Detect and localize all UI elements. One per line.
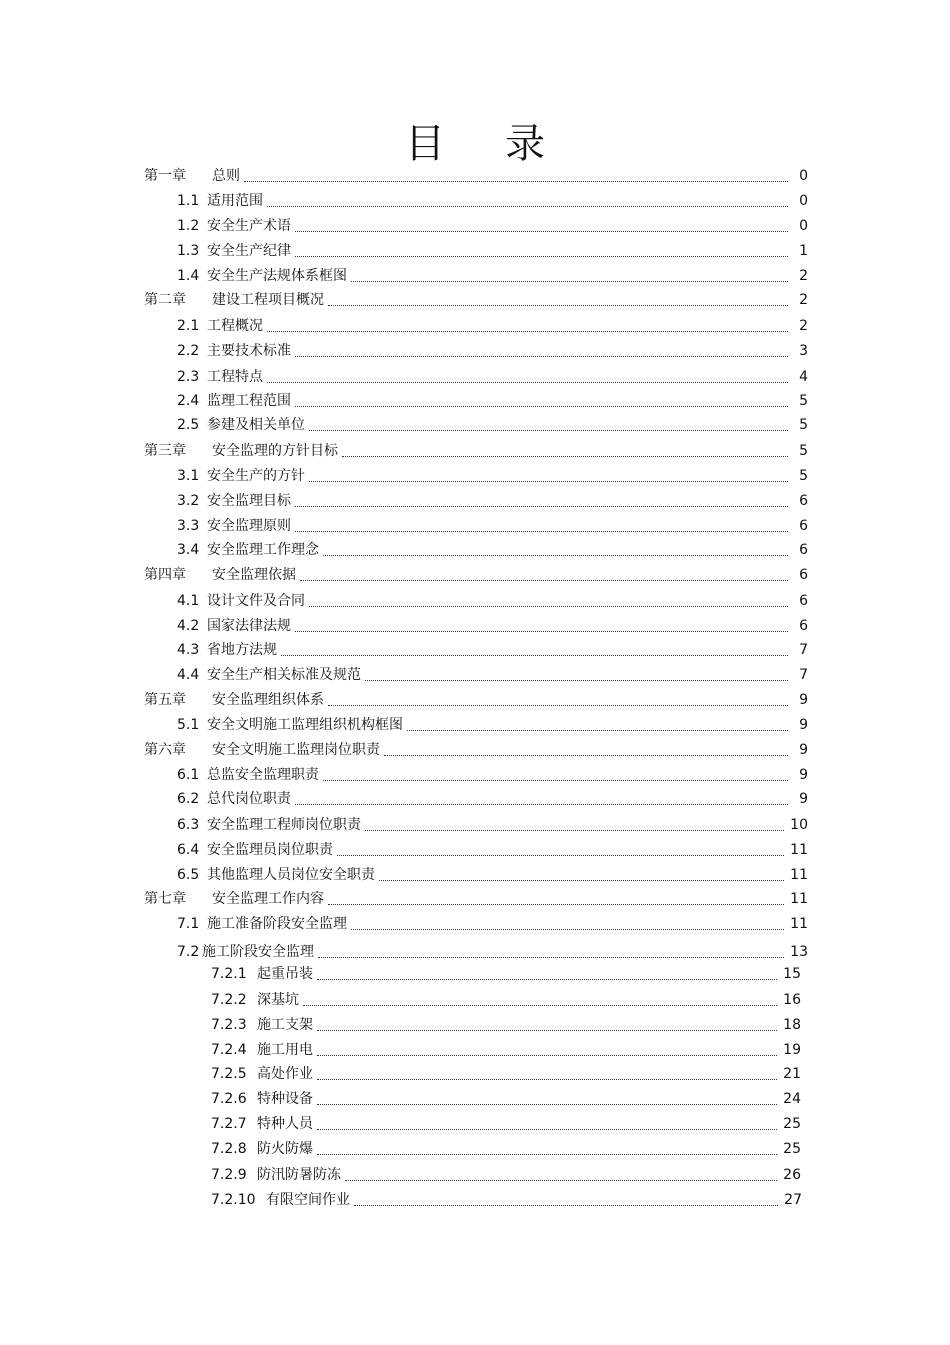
toc-entry[interactable]: [177, 788, 808, 810]
toc-entry[interactable]: [211, 1014, 801, 1036]
toc-entry-page: 1: [799, 243, 808, 259]
toc-entry-page: 9: [799, 717, 808, 733]
toc-entry-page: 11: [790, 916, 808, 932]
toc-leader-dots: [323, 539, 788, 561]
toc-entry-page: 6: [799, 593, 808, 609]
toc-entry[interactable]: [211, 1189, 802, 1211]
toc-entry-number: 2.4: [177, 393, 200, 409]
toc-entry-number: 第三章: [144, 443, 186, 459]
toc-entry[interactable]: [144, 165, 808, 187]
toc-entry-page: 18: [783, 1017, 801, 1033]
toc-entry-page: 7: [799, 642, 808, 658]
toc-entry-title: 安全生产术语: [207, 218, 291, 234]
toc-leader-dots: [365, 664, 788, 686]
toc-entry[interactable]: [211, 989, 801, 1011]
toc-leader-dots: [244, 165, 788, 187]
toc-entry[interactable]: [177, 539, 808, 561]
toc-entry-number: 6.1: [177, 767, 200, 783]
toc-entry-number: 3.3: [177, 518, 200, 534]
toc-entry-title: 安全监理目标: [207, 493, 291, 509]
toc-leader-dots: [295, 788, 788, 810]
toc-entry-page: 9: [799, 692, 808, 708]
toc-entry-title: 特种设备: [257, 1091, 313, 1107]
toc-entry[interactable]: [177, 366, 808, 388]
toc-entry-page: 5: [799, 468, 808, 484]
toc-leader-dots: [328, 888, 784, 910]
toc-entry[interactable]: [177, 664, 808, 686]
toc-entry-page: 5: [799, 417, 808, 433]
toc-entry-page: 19: [783, 1042, 801, 1058]
toc-entry-title: 高处作业: [257, 1066, 313, 1082]
toc-entry-title: 主要技术标准: [207, 343, 291, 359]
toc-leader-dots: [309, 414, 788, 436]
page-title-char-1: 目: [405, 121, 445, 167]
toc-entry-title: 施工用电: [257, 1042, 313, 1058]
toc-entry[interactable]: [211, 963, 801, 985]
toc-entry[interactable]: [177, 864, 808, 886]
toc-entry-title: 其他监理人员岗位安全职责: [207, 867, 375, 883]
toc-entry-number: 6.4: [177, 842, 200, 858]
toc-entry-title: 安全监理工作内容: [212, 891, 324, 907]
toc-entry[interactable]: [177, 839, 808, 861]
toc-leader-dots: [351, 265, 788, 287]
toc-entry-title: 安全生产相关标准及规范: [207, 667, 361, 683]
toc-entry-number: 7.2.8: [211, 1141, 247, 1157]
toc-entry-title: 工程概况: [207, 318, 263, 334]
toc-entry-number: 6.5: [177, 867, 200, 883]
toc-entry-title: 省地方法规: [207, 642, 277, 658]
toc-entry[interactable]: [144, 564, 808, 586]
toc-entry-number: 7.2: [177, 944, 200, 960]
toc-leader-dots: [328, 289, 788, 311]
toc-entry-title: 总则: [212, 168, 240, 184]
toc-entry[interactable]: [144, 888, 808, 910]
toc-entry-number: 第六章: [144, 742, 186, 758]
toc-entry-number: 第一章: [144, 168, 186, 184]
toc-entry-title: 参建及相关单位: [207, 417, 305, 433]
toc-entry-number: 7.2.10: [211, 1192, 256, 1208]
toc-entry-page: 11: [790, 891, 808, 907]
toc-entry-page: 6: [799, 567, 808, 583]
toc-entry-number: 7.2.6: [211, 1091, 247, 1107]
toc-entry-number: 2.2: [177, 343, 200, 359]
toc-entry-page: 2: [799, 292, 808, 308]
toc-entry-title: 安全生产的方针: [207, 468, 305, 484]
toc-entry[interactable]: [177, 714, 808, 736]
toc-entry-page: 2: [799, 268, 808, 284]
toc-leader-dots: [407, 714, 788, 736]
toc-entry-title: 国家法律法规: [207, 618, 291, 634]
toc-entry-title: 安全监理工程师岗位职责: [207, 817, 361, 833]
toc-entry-page: 9: [799, 767, 808, 783]
toc-entry-number: 第七章: [144, 891, 186, 907]
toc-entry-number: 6.2: [177, 791, 200, 807]
toc-entry-number: 1.3: [177, 243, 200, 259]
toc-entry[interactable]: [211, 1113, 801, 1135]
toc-leader-dots: [300, 564, 788, 586]
toc-entry-number: 7.2.1: [211, 966, 247, 982]
toc-entry-title: 施工支架: [257, 1017, 313, 1033]
toc-entry-title: 特种人员: [257, 1116, 313, 1132]
toc-leader-dots: [281, 639, 788, 661]
toc-entry-title: 安全文明施工监理岗位职责: [212, 742, 380, 758]
toc-entry[interactable]: [211, 1063, 801, 1085]
toc-entry-page: 2: [799, 318, 808, 334]
toc-leader-dots: [317, 1039, 777, 1061]
toc-entry[interactable]: [177, 240, 808, 262]
page-title-char-2: 录: [505, 121, 545, 167]
toc-entry-title: 安全监理的方针目标: [212, 443, 338, 459]
toc-entry-number: 7.1: [177, 916, 200, 932]
toc-leader-dots: [267, 315, 788, 337]
toc-leader-dots: [267, 366, 788, 388]
toc-entry-page: 21: [783, 1066, 801, 1082]
toc-leader-dots: [318, 941, 784, 963]
toc-leader-dots: [345, 1164, 777, 1186]
toc-entry-page: 13: [790, 944, 808, 960]
toc-leader-dots: [317, 1138, 777, 1160]
toc-entry-number: 2.5: [177, 417, 200, 433]
toc-entry-number: 4.2: [177, 618, 200, 634]
toc-leader-dots: [309, 465, 788, 487]
toc-entry-title: 安全监理原则: [207, 518, 291, 534]
toc-leader-dots: [309, 590, 788, 612]
toc-leader-dots: [317, 1113, 777, 1135]
toc-entry-title: 安全监理依据: [212, 567, 296, 583]
toc-entry-number: 7.2.4: [211, 1042, 247, 1058]
toc-leader-dots: [365, 814, 784, 836]
toc-entry-page: 0: [799, 218, 808, 234]
toc-leader-dots: [328, 689, 788, 711]
toc-entry-title: 监理工程范围: [207, 393, 291, 409]
toc-leader-dots: [379, 864, 784, 886]
toc-entry-number: 7.2.5: [211, 1066, 247, 1082]
toc-entry-page: 3: [799, 343, 808, 359]
toc-leader-dots: [317, 1063, 777, 1085]
toc-entry-number: 2.3: [177, 369, 200, 385]
toc-entry-page: 6: [799, 493, 808, 509]
toc-entry-title: 建设工程项目概况: [212, 292, 324, 308]
toc-entry-number: 3.4: [177, 542, 200, 558]
toc-entry-title: 总代岗位职责: [207, 791, 291, 807]
toc-leader-dots: [317, 1088, 777, 1110]
toc-entry-number: 3.1: [177, 468, 200, 484]
toc-leader-dots: [267, 190, 788, 212]
toc-entry[interactable]: [177, 515, 808, 537]
toc-leader-dots: [295, 515, 788, 537]
toc-entry[interactable]: [177, 190, 808, 212]
toc-entry-page: 9: [799, 742, 808, 758]
toc-entry-title: 总监安全监理职责: [207, 767, 319, 783]
toc-entry-number: 1.4: [177, 268, 200, 284]
toc-entry[interactable]: [177, 390, 808, 412]
toc-entry[interactable]: [177, 941, 808, 963]
toc-leader-dots: [342, 440, 788, 462]
toc-entry-page: 6: [799, 518, 808, 534]
toc-entry[interactable]: [177, 764, 808, 786]
toc-entry-page: 6: [799, 618, 808, 634]
toc-entry[interactable]: [177, 590, 808, 612]
toc-entry-title: 安全监理工作理念: [207, 542, 319, 558]
toc-entry-title: 施工阶段安全监理: [202, 944, 314, 960]
toc-leader-dots: [295, 490, 788, 512]
toc-entry-title: 防火防爆: [257, 1141, 313, 1157]
toc-entry-page: 15: [783, 966, 801, 982]
toc-entry-page: 27: [784, 1192, 802, 1208]
toc-entry-title: 适用范围: [207, 193, 263, 209]
toc-entry[interactable]: [144, 289, 808, 311]
toc-leader-dots: [337, 839, 784, 861]
toc-leader-dots: [323, 764, 788, 786]
toc-entry[interactable]: [144, 440, 808, 462]
toc-entry-title: 安全生产法规体系框图: [207, 268, 347, 284]
toc-entry[interactable]: [211, 1164, 801, 1186]
toc-leader-dots: [317, 963, 777, 985]
toc-entry-number: 4.4: [177, 667, 200, 683]
toc-entry-page: 25: [783, 1116, 801, 1132]
toc-entry-title: 安全监理员岗位职责: [207, 842, 333, 858]
toc-entry-title: 设计文件及合同: [207, 593, 305, 609]
toc-entry-page: 10: [790, 817, 808, 833]
toc-entry-number: 7.2.3: [211, 1017, 247, 1033]
toc-entry-page: 4: [799, 369, 808, 385]
toc-leader-dots: [303, 989, 777, 1011]
toc-entry[interactable]: [177, 265, 808, 287]
toc-entry-page: 9: [799, 791, 808, 807]
toc-entry[interactable]: [177, 490, 808, 512]
toc-leader-dots: [295, 215, 788, 237]
toc-entry-page: 5: [799, 443, 808, 459]
toc-entry-page: 24: [783, 1091, 801, 1107]
toc-entry-page: 5: [799, 393, 808, 409]
toc-leader-dots: [354, 1189, 778, 1211]
toc-entry-page: 0: [799, 193, 808, 209]
toc-entry-number: 1.2: [177, 218, 200, 234]
toc-entry-number: 4.1: [177, 593, 200, 609]
toc-entry-page: 7: [799, 667, 808, 683]
toc-entry[interactable]: [211, 1138, 801, 1160]
toc-leader-dots: [295, 390, 788, 412]
toc-leader-dots: [295, 240, 788, 262]
toc-entry-number: 第四章: [144, 567, 186, 583]
toc-entry-title: 安全文明施工监理组织机构框图: [207, 717, 403, 733]
toc-entry-number: 3.2: [177, 493, 200, 509]
toc-entry[interactable]: [177, 814, 808, 836]
toc-entry[interactable]: [177, 414, 808, 436]
toc-entry-title: 有限空间作业: [266, 1192, 350, 1208]
toc-entry-title: 安全监理组织体系: [212, 692, 324, 708]
toc-entry-number: 第五章: [144, 692, 186, 708]
toc-entry-page: 11: [790, 867, 808, 883]
toc-leader-dots: [351, 913, 784, 935]
toc-entry[interactable]: [177, 215, 808, 237]
toc-entry-page: 0: [799, 168, 808, 184]
toc-entry-number: 5.1: [177, 717, 200, 733]
toc-entry-title: 防汛防暑防冻: [257, 1167, 341, 1183]
toc-entry[interactable]: [144, 739, 808, 761]
toc-entry[interactable]: [177, 639, 808, 661]
toc-entry-page: 26: [783, 1167, 801, 1183]
toc-entry-page: 6: [799, 542, 808, 558]
toc-entry[interactable]: [177, 315, 808, 337]
toc-entry[interactable]: [177, 615, 808, 637]
toc-entry-number: 6.3: [177, 817, 200, 833]
toc-entry-number: 2.1: [177, 318, 200, 334]
toc-entry-number: 7.2.2: [211, 992, 247, 1008]
toc-leader-dots: [295, 340, 788, 362]
toc-entry-number: 7.2.9: [211, 1167, 247, 1183]
toc-leader-dots: [295, 615, 788, 637]
toc-entry-number: 1.1: [177, 193, 200, 209]
toc-entry-title: 安全生产纪律: [207, 243, 291, 259]
toc-entry-title: 施工准备阶段安全监理: [207, 916, 347, 932]
toc-entry[interactable]: [177, 465, 808, 487]
toc-entry-title: 工程特点: [207, 369, 263, 385]
toc-leader-dots: [384, 739, 788, 761]
toc-entry[interactable]: [144, 689, 808, 711]
toc-entry-number: 第二章: [144, 292, 186, 308]
toc-leader-dots: [317, 1014, 777, 1036]
toc-entry-number: 4.3: [177, 642, 200, 658]
toc-entry[interactable]: [177, 340, 808, 362]
toc-entry[interactable]: [211, 1039, 801, 1061]
toc-entry-number: 7.2.7: [211, 1116, 247, 1132]
toc-entry-title: 深基坑: [257, 992, 299, 1008]
toc-entry[interactable]: [177, 913, 808, 935]
toc-entry-page: 25: [783, 1141, 801, 1157]
toc-entry[interactable]: [211, 1088, 801, 1110]
toc-entry-page: 16: [783, 992, 801, 1008]
toc-entry-title: 起重吊装: [257, 966, 313, 982]
toc-entry-page: 11: [790, 842, 808, 858]
